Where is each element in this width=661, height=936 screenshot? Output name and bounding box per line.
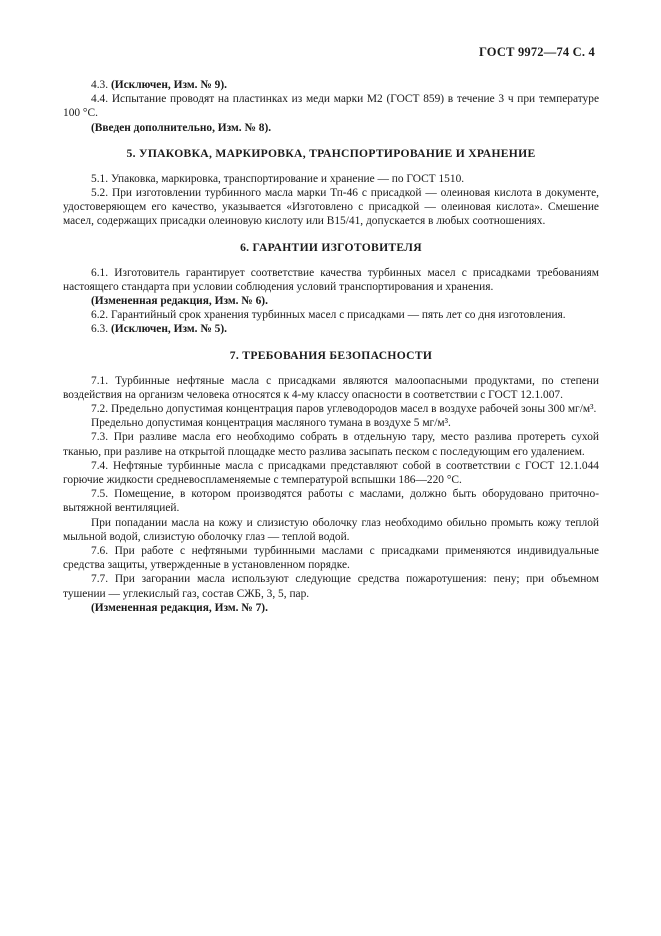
- clause-text: Нефтяные турбинные масла с присадками представляют собой в соответствии с ГОСТ 12.1.044 горючие жидкости средневоспламеняемые с температурой вспышки 186—220 °С.: [63, 459, 599, 487]
- clause-paragraph: [63, 172, 599, 186]
- clause-text: Гарантийный срок хранения турбинных масел с присадками — пять лет со дня изготовления.: [110, 309, 566, 322]
- amendment-note: (Измененная редакция, Изм. № 6).: [91, 295, 268, 308]
- clause-paragraph: [63, 374, 599, 402]
- clause-number: 6.2.: [91, 309, 109, 322]
- clause-text: При разливе масла его необходимо собрать в отдельную тару, место разлива протереть сухой тканью, при разливе на открытой площадке место разлива засыпать песком с последующим его удалением.: [63, 431, 599, 458]
- clause-text: Изготовитель гарантирует соответствие качества турбинных масел с присадками требованиям настоящего стандарта при условии соблюдения условий транспортирования и хранения.: [63, 266, 599, 293]
- clause-paragraph: [63, 402, 599, 416]
- section-heading: 6. ГАРАНТИИ ИЗГОТОВИТЕЛЯ: [240, 240, 422, 254]
- clause-number: 5.2.: [91, 187, 109, 200]
- clause-number: 7.6.: [91, 545, 109, 558]
- clause-text: Испытание проводят на пластинках из меди марки М2 (ГОСТ 859) в течение 3 ч при температуре 100 °С.: [63, 93, 600, 120]
- excluded-note: (Исключен, Изм. № 5).: [110, 323, 227, 336]
- clause-number: 6.3.: [91, 323, 109, 336]
- clause-text: Турбинные нефтяные масла с присадками являются малоопасными продуктами, по степени воздействия на организм человека относятся к 4-му классу опасности в соответствии с ГОСТ 12.1.007.: [63, 374, 599, 401]
- clause-text: Предельно допустимая концентрация масляного тумана в воздухе 5 мг/м³.: [91, 417, 451, 430]
- clause-paragraph: [63, 572, 599, 600]
- clause-paragraph: [63, 322, 599, 336]
- clause-number: 7.3.: [91, 431, 109, 444]
- clause-paragraph: [63, 266, 599, 294]
- clause-paragraph: [63, 459, 599, 487]
- excluded-note: (Исключен, Изм. № 9).: [110, 79, 227, 91]
- clause-paragraph: [63, 92, 599, 120]
- clause-number: 7.1.: [91, 374, 109, 387]
- clause-number: 7.4.: [91, 459, 109, 472]
- clause-paragraph: [63, 308, 599, 322]
- clause-paragraph: [63, 544, 599, 572]
- clause-number: 7.5.: [91, 488, 109, 501]
- clause-text: При попадании масла на кожу и слизистую оболочку глаз необходимо обильно промыть кожу теплой мыльной водой, слизистую оболочку глаз — теплой водой.: [63, 516, 599, 543]
- clause-number: 7.2.: [91, 403, 109, 416]
- clause-paragraph: [63, 416, 599, 430]
- clause-text: Предельно допустимая концентрация паров углеводородов масел в воздухе рабочей зоны 300 мг/м³.: [110, 403, 597, 416]
- page-header: ГОСТ 9972—74 С. 4: [478, 45, 595, 59]
- clause-paragraph: [63, 186, 599, 229]
- clause-text: При загорании масла используют следующие средства пожаротушения: пену; при объемном тушении — углекислый газ, состав СЖБ, 3, 5, пар.: [63, 573, 599, 600]
- clause-text: При работе с нефтяными турбинными маслами с присадками применяются индивидуальные средства защиты, утвержденные в установленном порядке.: [63, 545, 599, 572]
- clause-number: 4.3.: [91, 79, 109, 91]
- clause-number: 6.1.: [91, 266, 109, 279]
- clause-paragraph: [63, 430, 599, 458]
- clause-paragraph: [63, 516, 599, 544]
- section-heading: 5. УПАКОВКА, МАРКИРОВКА, ТРАНСПОРТИРОВАНИЕ И ХРАНЕНИЕ: [126, 146, 536, 160]
- document-body: [63, 78, 599, 615]
- section-heading: 7. ТРЕБОВАНИЯ БЕЗОПАСНОСТИ: [229, 348, 433, 362]
- clause-paragraph: [63, 78, 599, 92]
- clause-number: 7.7.: [91, 573, 109, 586]
- amendment-note: (Введен дополнительно, Изм. № 8).: [91, 121, 272, 134]
- clause-number: 5.1.: [91, 172, 109, 185]
- clause-text: Упаковка, маркировка, транспортирование и хранение — по ГОСТ 1510.: [110, 172, 465, 185]
- clause-paragraph: [63, 487, 599, 515]
- clause-text: При изготовлении турбинного масла марки Тп-46 с присадкой — олеиновая кислота в документе, удостоверяющем его качество, указывается «Изготовлено с присадкой — олеиновая кислота». Смешение масел, содержащих присадки олеиновую кислоту или В15/41, допускается в любых соотношениях.: [63, 187, 599, 228]
- amendment-note: (Измененная редакция, Изм. № 7).: [91, 601, 268, 614]
- clause-text: Помещение, в котором производятся работы с маслами, должно быть оборудовано приточно-вытяжной вентиляцией.: [63, 488, 599, 515]
- clause-number: 4.4.: [91, 93, 109, 106]
